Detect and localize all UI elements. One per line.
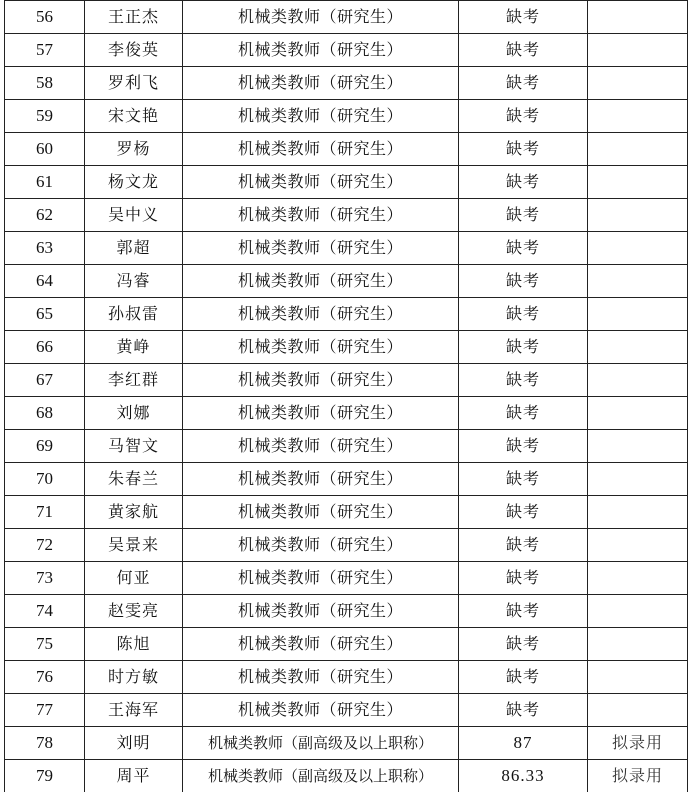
candidate-name-cell: 吴中义 [85,199,183,232]
row-number-cell: 75 [5,628,85,661]
remark-cell [588,364,688,397]
position-cell: 机械类教师（研究生） [183,628,459,661]
remark-cell [588,463,688,496]
table-row [5,595,688,628]
score-cell: 缺考 [459,496,588,529]
table-row [5,364,688,397]
position-cell: 机械类教师（研究生） [183,166,459,199]
position-cell: 机械类教师（研究生） [183,694,459,727]
score-cell: 缺考 [459,1,588,34]
position-cell: 机械类教师（研究生） [183,265,459,298]
table-row [5,661,688,694]
row-number-cell: 70 [5,463,85,496]
remark-cell [588,133,688,166]
score-cell: 缺考 [459,331,588,364]
row-number-cell: 66 [5,331,85,364]
score-cell: 缺考 [459,100,588,133]
position-cell: 机械类教师（研究生） [183,661,459,694]
remark-cell [588,100,688,133]
row-number-cell: 77 [5,694,85,727]
table-row [5,397,688,430]
row-number-cell: 67 [5,364,85,397]
candidate-name-cell: 李俊英 [85,34,183,67]
remark-cell [588,331,688,364]
candidate-name-cell: 罗杨 [85,133,183,166]
row-number-cell: 71 [5,496,85,529]
candidate-name-cell: 何亚 [85,562,183,595]
score-cell: 缺考 [459,562,588,595]
candidate-name-cell: 马智文 [85,430,183,463]
row-number-cell: 65 [5,298,85,331]
table-row [5,34,688,67]
table-row [5,463,688,496]
remark-cell [588,430,688,463]
remark-cell [588,265,688,298]
row-number-cell: 79 [5,760,85,793]
score-cell: 缺考 [459,133,588,166]
remark-cell [588,67,688,100]
row-number-cell: 61 [5,166,85,199]
table-row [5,1,688,34]
row-number-cell: 56 [5,1,85,34]
table-row [5,430,688,463]
score-cell: 缺考 [459,364,588,397]
position-cell: 机械类教师（研究生） [183,364,459,397]
remark-cell [588,199,688,232]
candidate-name-cell: 冯睿 [85,265,183,298]
candidate-name-cell: 罗利飞 [85,67,183,100]
position-cell: 机械类教师（研究生） [183,232,459,265]
position-cell: 机械类教师（副高级及以上职称） [183,727,459,760]
score-cell: 缺考 [459,694,588,727]
candidate-name-cell: 郭超 [85,232,183,265]
table-row [5,727,688,760]
candidate-name-cell: 王海军 [85,694,183,727]
table-row [5,529,688,562]
row-number-cell: 60 [5,133,85,166]
row-number-cell: 74 [5,595,85,628]
table-row [5,265,688,298]
candidate-name-cell: 陈旭 [85,628,183,661]
table-row [5,760,688,793]
score-cell: 缺考 [459,232,588,265]
position-cell: 机械类教师（研究生） [183,397,459,430]
position-cell: 机械类教师（研究生） [183,1,459,34]
position-cell: 机械类教师（研究生） [183,595,459,628]
candidate-name-cell: 吴景来 [85,529,183,562]
position-cell: 机械类教师（研究生） [183,100,459,133]
score-cell: 87 [459,727,588,760]
position-cell: 机械类教师（研究生） [183,529,459,562]
candidate-name-cell: 黄家航 [85,496,183,529]
remark-cell [588,562,688,595]
position-cell: 机械类教师（研究生） [183,298,459,331]
row-number-cell: 78 [5,727,85,760]
candidate-name-cell: 朱春兰 [85,463,183,496]
table-row [5,562,688,595]
remark-cell [588,595,688,628]
row-number-cell: 57 [5,34,85,67]
remark-cell [588,34,688,67]
row-number-cell: 69 [5,430,85,463]
candidate-name-cell: 黄峥 [85,331,183,364]
candidate-name-cell: 刘明 [85,727,183,760]
remark-cell [588,694,688,727]
score-cell: 缺考 [459,199,588,232]
score-cell: 缺考 [459,430,588,463]
score-cell: 缺考 [459,397,588,430]
remark-cell [588,661,688,694]
results-table-body [5,1,688,793]
score-cell: 缺考 [459,661,588,694]
table-row [5,133,688,166]
candidate-name-cell: 刘娜 [85,397,183,430]
row-number-cell: 63 [5,232,85,265]
remark-cell [588,1,688,34]
score-cell: 86.33 [459,760,588,793]
table-row [5,67,688,100]
row-number-cell: 76 [5,661,85,694]
row-number-cell: 64 [5,265,85,298]
row-number-cell: 62 [5,199,85,232]
score-cell: 缺考 [459,628,588,661]
candidate-name-cell: 孙叔雷 [85,298,183,331]
row-number-cell: 59 [5,100,85,133]
remark-cell [588,397,688,430]
table-row [5,100,688,133]
position-cell: 机械类教师（研究生） [183,463,459,496]
candidate-name-cell: 王正杰 [85,1,183,34]
row-number-cell: 73 [5,562,85,595]
row-number-cell: 72 [5,529,85,562]
remark-cell [588,529,688,562]
table-row [5,694,688,727]
table-row [5,331,688,364]
table-row [5,298,688,331]
score-cell: 缺考 [459,34,588,67]
score-cell: 缺考 [459,166,588,199]
position-cell: 机械类教师（研究生） [183,199,459,232]
score-cell: 缺考 [459,463,588,496]
candidate-name-cell: 宋文艳 [85,100,183,133]
candidate-name-cell: 杨文龙 [85,166,183,199]
position-cell: 机械类教师（研究生） [183,430,459,463]
table-row [5,166,688,199]
candidate-name-cell: 李红群 [85,364,183,397]
row-number-cell: 68 [5,397,85,430]
remark-cell [588,496,688,529]
remark-cell [588,166,688,199]
row-number-cell: 58 [5,67,85,100]
table-row [5,496,688,529]
remark-cell: 拟录用 [588,760,688,793]
candidate-name-cell: 时方敏 [85,661,183,694]
position-cell: 机械类教师（研究生） [183,496,459,529]
position-cell: 机械类教师（副高级及以上职称） [183,760,459,793]
score-cell: 缺考 [459,265,588,298]
remark-cell: 拟录用 [588,727,688,760]
score-cell: 缺考 [459,298,588,331]
table-row [5,628,688,661]
position-cell: 机械类教师（研究生） [183,133,459,166]
position-cell: 机械类教师（研究生） [183,331,459,364]
remark-cell [588,298,688,331]
score-cell: 缺考 [459,67,588,100]
position-cell: 机械类教师（研究生） [183,562,459,595]
score-cell: 缺考 [459,529,588,562]
remark-cell [588,628,688,661]
remark-cell [588,232,688,265]
position-cell: 机械类教师（研究生） [183,34,459,67]
results-table [4,0,688,792]
table-row [5,199,688,232]
candidate-name-cell: 赵雯亮 [85,595,183,628]
table-row [5,232,688,265]
candidate-name-cell: 周平 [85,760,183,793]
score-cell: 缺考 [459,595,588,628]
position-cell: 机械类教师（研究生） [183,67,459,100]
